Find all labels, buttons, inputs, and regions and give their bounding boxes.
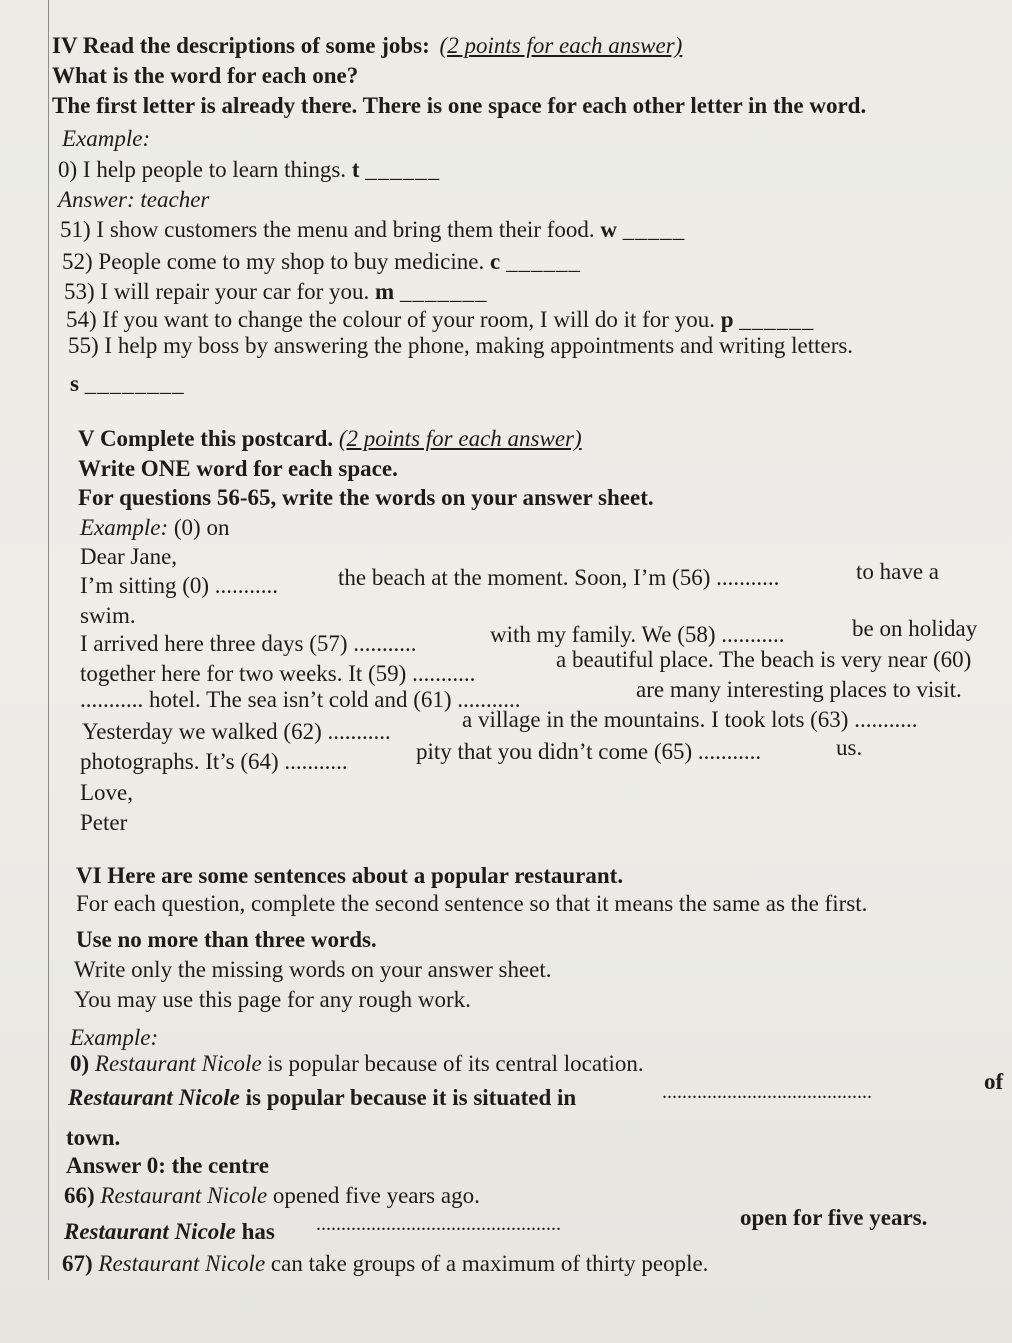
section5-instruction-1: Write ONE word for each space. bbox=[78, 456, 398, 481]
restaurant-name: Restaurant Nicole bbox=[100, 1183, 268, 1208]
section4-heading: IV Read the descriptions of some jobs: bbox=[52, 33, 430, 58]
example-value: (0) on bbox=[173, 515, 230, 540]
example-first-letter: t bbox=[351, 157, 360, 182]
postcard-line-7b: pity that you didn’t come (65) ........... bbox=[416, 739, 762, 764]
question-66 bbox=[64, 1182, 480, 1210]
question-55-answer-line bbox=[70, 370, 185, 398]
section4-instruction-2: The first letter is already there. There is one space for each other letter in the word. bbox=[52, 93, 867, 118]
margin-rule bbox=[48, 0, 49, 1280]
example-town: town. bbox=[66, 1125, 121, 1150]
question-text: 53) I will repair your car for you. bbox=[64, 279, 370, 304]
postcard-line-4b: a beautiful place. The beach is very near (60) bbox=[556, 647, 972, 672]
section5-heading-line bbox=[78, 425, 582, 453]
example-dotted-blank: .......................................... bbox=[662, 1081, 872, 1103]
sentence-text: opened five years ago. bbox=[272, 1183, 480, 1208]
section6-heading: VI Here are some sentences about a popular restaurant. bbox=[76, 863, 624, 888]
postcard-line-1c: to have a bbox=[856, 559, 940, 584]
question-54 bbox=[66, 306, 814, 334]
question-53 bbox=[64, 278, 487, 306]
postcard-line-4a: together here for two weeks. It (59) ........... bbox=[80, 661, 476, 686]
question-67 bbox=[62, 1250, 708, 1278]
postcard-greeting: Dear Jane, bbox=[80, 544, 178, 569]
section6-instruction-4: You may use this page for any rough work. bbox=[74, 987, 471, 1012]
section6-instruction-1: For each question, complete the second sentence so that it means the same as the first. bbox=[76, 891, 868, 916]
first-letter: w bbox=[600, 217, 618, 242]
postcard-line-7c: us. bbox=[836, 735, 863, 760]
sentence-text: is popular because it is situated in bbox=[245, 1085, 577, 1110]
answer-blank[interactable]: ______ bbox=[505, 249, 581, 274]
restaurant-name: Restaurant Nicole bbox=[94, 1051, 262, 1076]
section4-heading-line bbox=[52, 32, 682, 60]
section6-instruction-3: Write only the missing words on your answer sheet. bbox=[74, 957, 552, 982]
first-letter: p bbox=[720, 307, 734, 332]
first-letter: m bbox=[375, 279, 395, 304]
postcard-signature: Peter bbox=[80, 810, 128, 835]
postcard-closing: Love, bbox=[80, 780, 134, 805]
first-letter: c bbox=[489, 249, 501, 274]
postcard-line-3c: be on holiday bbox=[852, 616, 978, 641]
section5-heading: V Complete this postcard. bbox=[78, 426, 334, 451]
restaurant-name: Restaurant Nicole bbox=[98, 1251, 266, 1276]
example-label: Example: bbox=[80, 515, 169, 540]
question-text: 54) If you want to change the colour of your room, I will do it for you. bbox=[66, 307, 715, 332]
example-blank: ______ bbox=[365, 157, 441, 182]
restaurant-name: Restaurant Nicole bbox=[68, 1085, 240, 1110]
first-letter: s bbox=[70, 371, 79, 396]
question-55 bbox=[68, 332, 853, 360]
section6-example-label: Example: bbox=[70, 1025, 159, 1050]
answer-blank[interactable]: ________ bbox=[84, 371, 185, 396]
postcard-line-3a: I arrived here three days (57) ........... bbox=[80, 631, 417, 656]
question-number: 67) bbox=[62, 1251, 93, 1276]
section5-instruction-2: For questions 56-65, write the words on your answer sheet. bbox=[78, 485, 654, 510]
postcard-line-6b: a village in the mountains. I took lots (63) ........... bbox=[462, 707, 918, 732]
section4-example-question bbox=[58, 156, 440, 184]
question-text: 55) I help my boss by answering the phone, making appointments and writing letters. bbox=[68, 333, 854, 358]
question-66-rewrite bbox=[64, 1218, 275, 1246]
example-number: 0) bbox=[70, 1051, 90, 1076]
postcard-line-6a: Yesterday we walked (62) ........... bbox=[82, 719, 391, 744]
section4-example-label: Example: bbox=[62, 126, 151, 151]
question-52 bbox=[62, 248, 581, 276]
section4-points: (2 points for each answer) bbox=[439, 33, 683, 58]
section4-instruction-1: What is the word for each one? bbox=[52, 63, 359, 88]
section4-answer: Answer: teacher bbox=[58, 187, 210, 212]
example-end-word: of bbox=[984, 1069, 1004, 1094]
section6-answer: Answer 0: the centre bbox=[66, 1153, 269, 1178]
question-text: 51) I show customers the menu and bring them their food. bbox=[60, 217, 595, 242]
section6-example-rewrite bbox=[68, 1084, 576, 1112]
answer-blank[interactable]: _____ bbox=[622, 217, 686, 242]
sentence-text: has bbox=[241, 1219, 275, 1244]
postcard-line-5a: ........... hotel. The sea isn’t cold and (61) ........... bbox=[80, 687, 521, 712]
section6-example-sentence bbox=[70, 1050, 644, 1078]
example-question-text: 0) I help people to learn things. bbox=[58, 157, 347, 182]
question-text: 52) People come to my shop to buy medicine. bbox=[62, 249, 485, 274]
section5-example bbox=[80, 514, 229, 542]
postcard-line-1a: I’m sitting (0) ........... bbox=[80, 573, 279, 598]
postcard-line-1b: the beach at the moment. Soon, I’m (56) ........... bbox=[338, 565, 780, 590]
postcard-line-5b: are many interesting places to visit. bbox=[636, 677, 962, 702]
section6-instruction-2: Use no more than three words. bbox=[76, 927, 377, 952]
section5-points: (2 points for each answer) bbox=[338, 426, 582, 451]
postcard-line-7a: photographs. It’s (64) ........... bbox=[80, 749, 348, 774]
answer-blank[interactable]: _______ bbox=[399, 279, 488, 304]
postcard-line-2: swim. bbox=[80, 603, 136, 628]
answer-blank[interactable]: ______ bbox=[739, 307, 815, 332]
question-66-dotted-blank[interactable]: ................................................. bbox=[316, 1213, 561, 1235]
restaurant-name: Restaurant Nicole bbox=[64, 1219, 236, 1244]
question-number: 66) bbox=[64, 1183, 95, 1208]
question-51 bbox=[60, 216, 685, 244]
sentence-text: can take groups of a maximum of thirty people. bbox=[270, 1251, 709, 1276]
postcard-line-3b: with my family. We (58) ........... bbox=[490, 622, 785, 647]
question-66-end: open for five years. bbox=[740, 1205, 928, 1230]
sentence-text: is popular because of its central location. bbox=[267, 1051, 644, 1076]
